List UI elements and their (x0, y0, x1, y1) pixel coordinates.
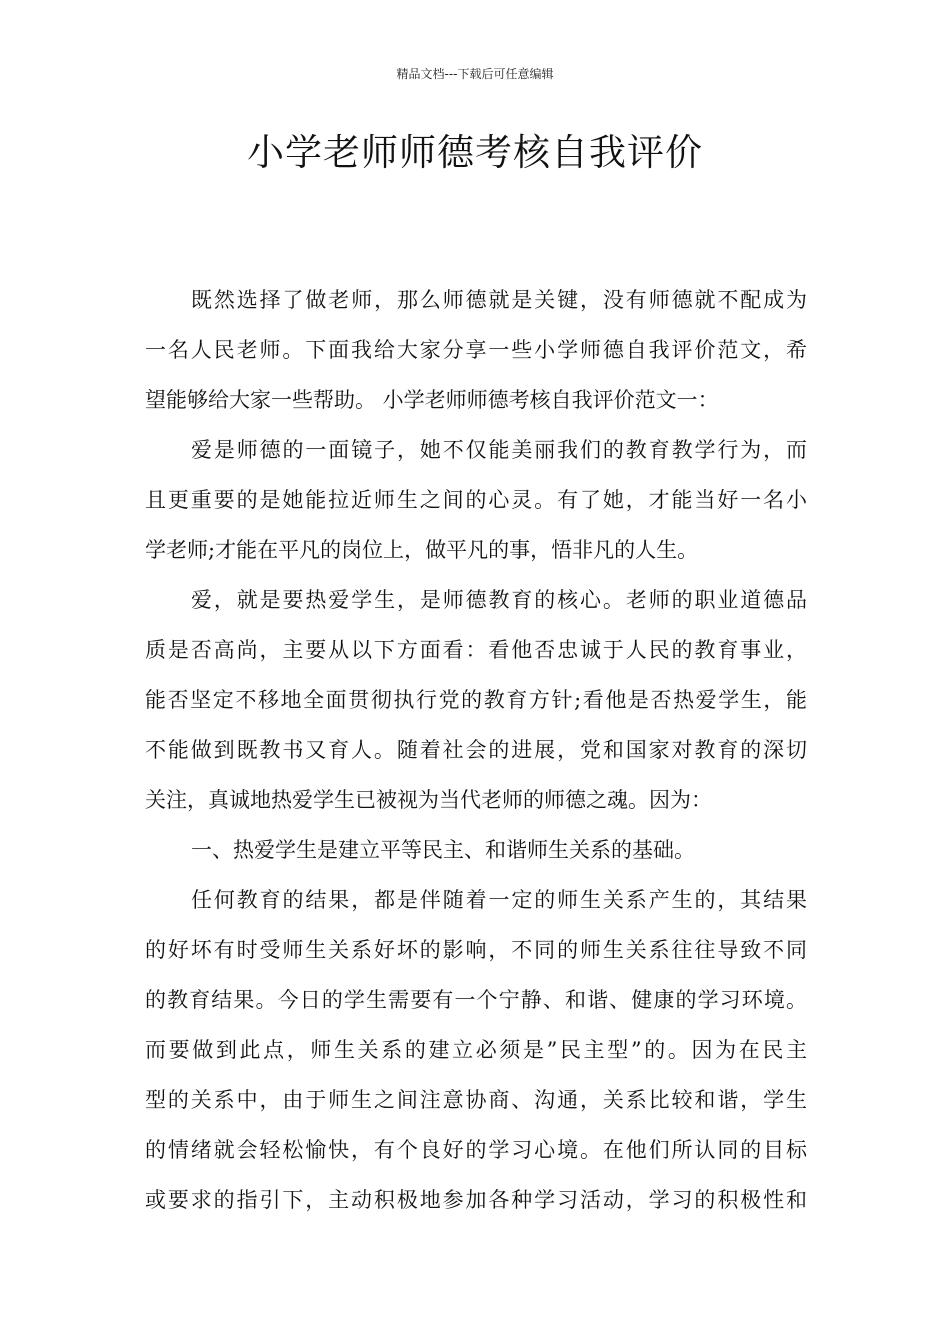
body-line: 的好坏有时受师生关系好坏的影响，不同的师生关系往往导致不同 (145, 938, 807, 962)
body-line: 爱是师德的一面镜子，她不仅能美丽我们的教育教学行为，而 (191, 438, 807, 462)
body-line: 能否坚定不移地全面贯彻执行党的教育方针;看他是否热爱学生，能 (145, 688, 807, 712)
body-line: 关注，真诚地热爱学生已被视为当代老师的师德之魂。因为： (145, 788, 712, 812)
body-line: 任何教育的结果，都是伴随着一定的师生关系产生的，其结果 (191, 888, 807, 912)
body-line: 学老师;才能在平凡的岗位上，做平凡的事，悟非凡的人生。 (145, 538, 699, 562)
body-line: 或要求的指引下，主动积极地参加各种学习活动，学习的积极性和 (145, 1188, 807, 1212)
body-line: 一、热爱学生是建立平等民主、和谐师生关系的基础。 (191, 838, 695, 862)
body-line: 望能够给大家一些帮助。 小学老师师德考核自我评价范文一： (145, 388, 719, 412)
body-line: 爱，就是要热爱学生，是师德教育的核心。老师的职业道德品 (191, 588, 807, 612)
body-line: 的情绪就会轻松愉快，有个良好的学习心境。在他们所认同的目标 (145, 1138, 807, 1162)
document-title: 小学老师师德考核自我评价 (247, 131, 703, 174)
body-line: 既然选择了做老师，那么师德就是关键，没有师德就不配成为 (191, 288, 807, 312)
body-line: 而要做到此点，师生关系的建立必须是”民主型”的。因为在民主 (145, 1038, 807, 1062)
body-line: 型的关系中，由于师生之间注意协商、沟通，关系比较和谐，学生 (145, 1088, 807, 1112)
body-line: 且更重要的是她能拉近师生之间的心灵。有了她，才能当好一名小 (145, 488, 807, 512)
page-header: 精品文档---下载后可任意编辑 (396, 67, 554, 81)
body-line: 一名人民老师。下面我给大家分享一些小学师德自我评价范文，希 (145, 338, 807, 362)
body-text (145, 282, 807, 1232)
body-line: 质是否高尚，主要从以下方面看：看他否忠诚于人民的教育事业， (145, 638, 807, 662)
body-line: 不能做到既教书又育人。随着社会的进展，党和国家对教育的深切 (145, 738, 807, 762)
body-line: 的教育结果。今日的学生需要有一个宁静、和谐、健康的学习环境。 (145, 988, 807, 1012)
